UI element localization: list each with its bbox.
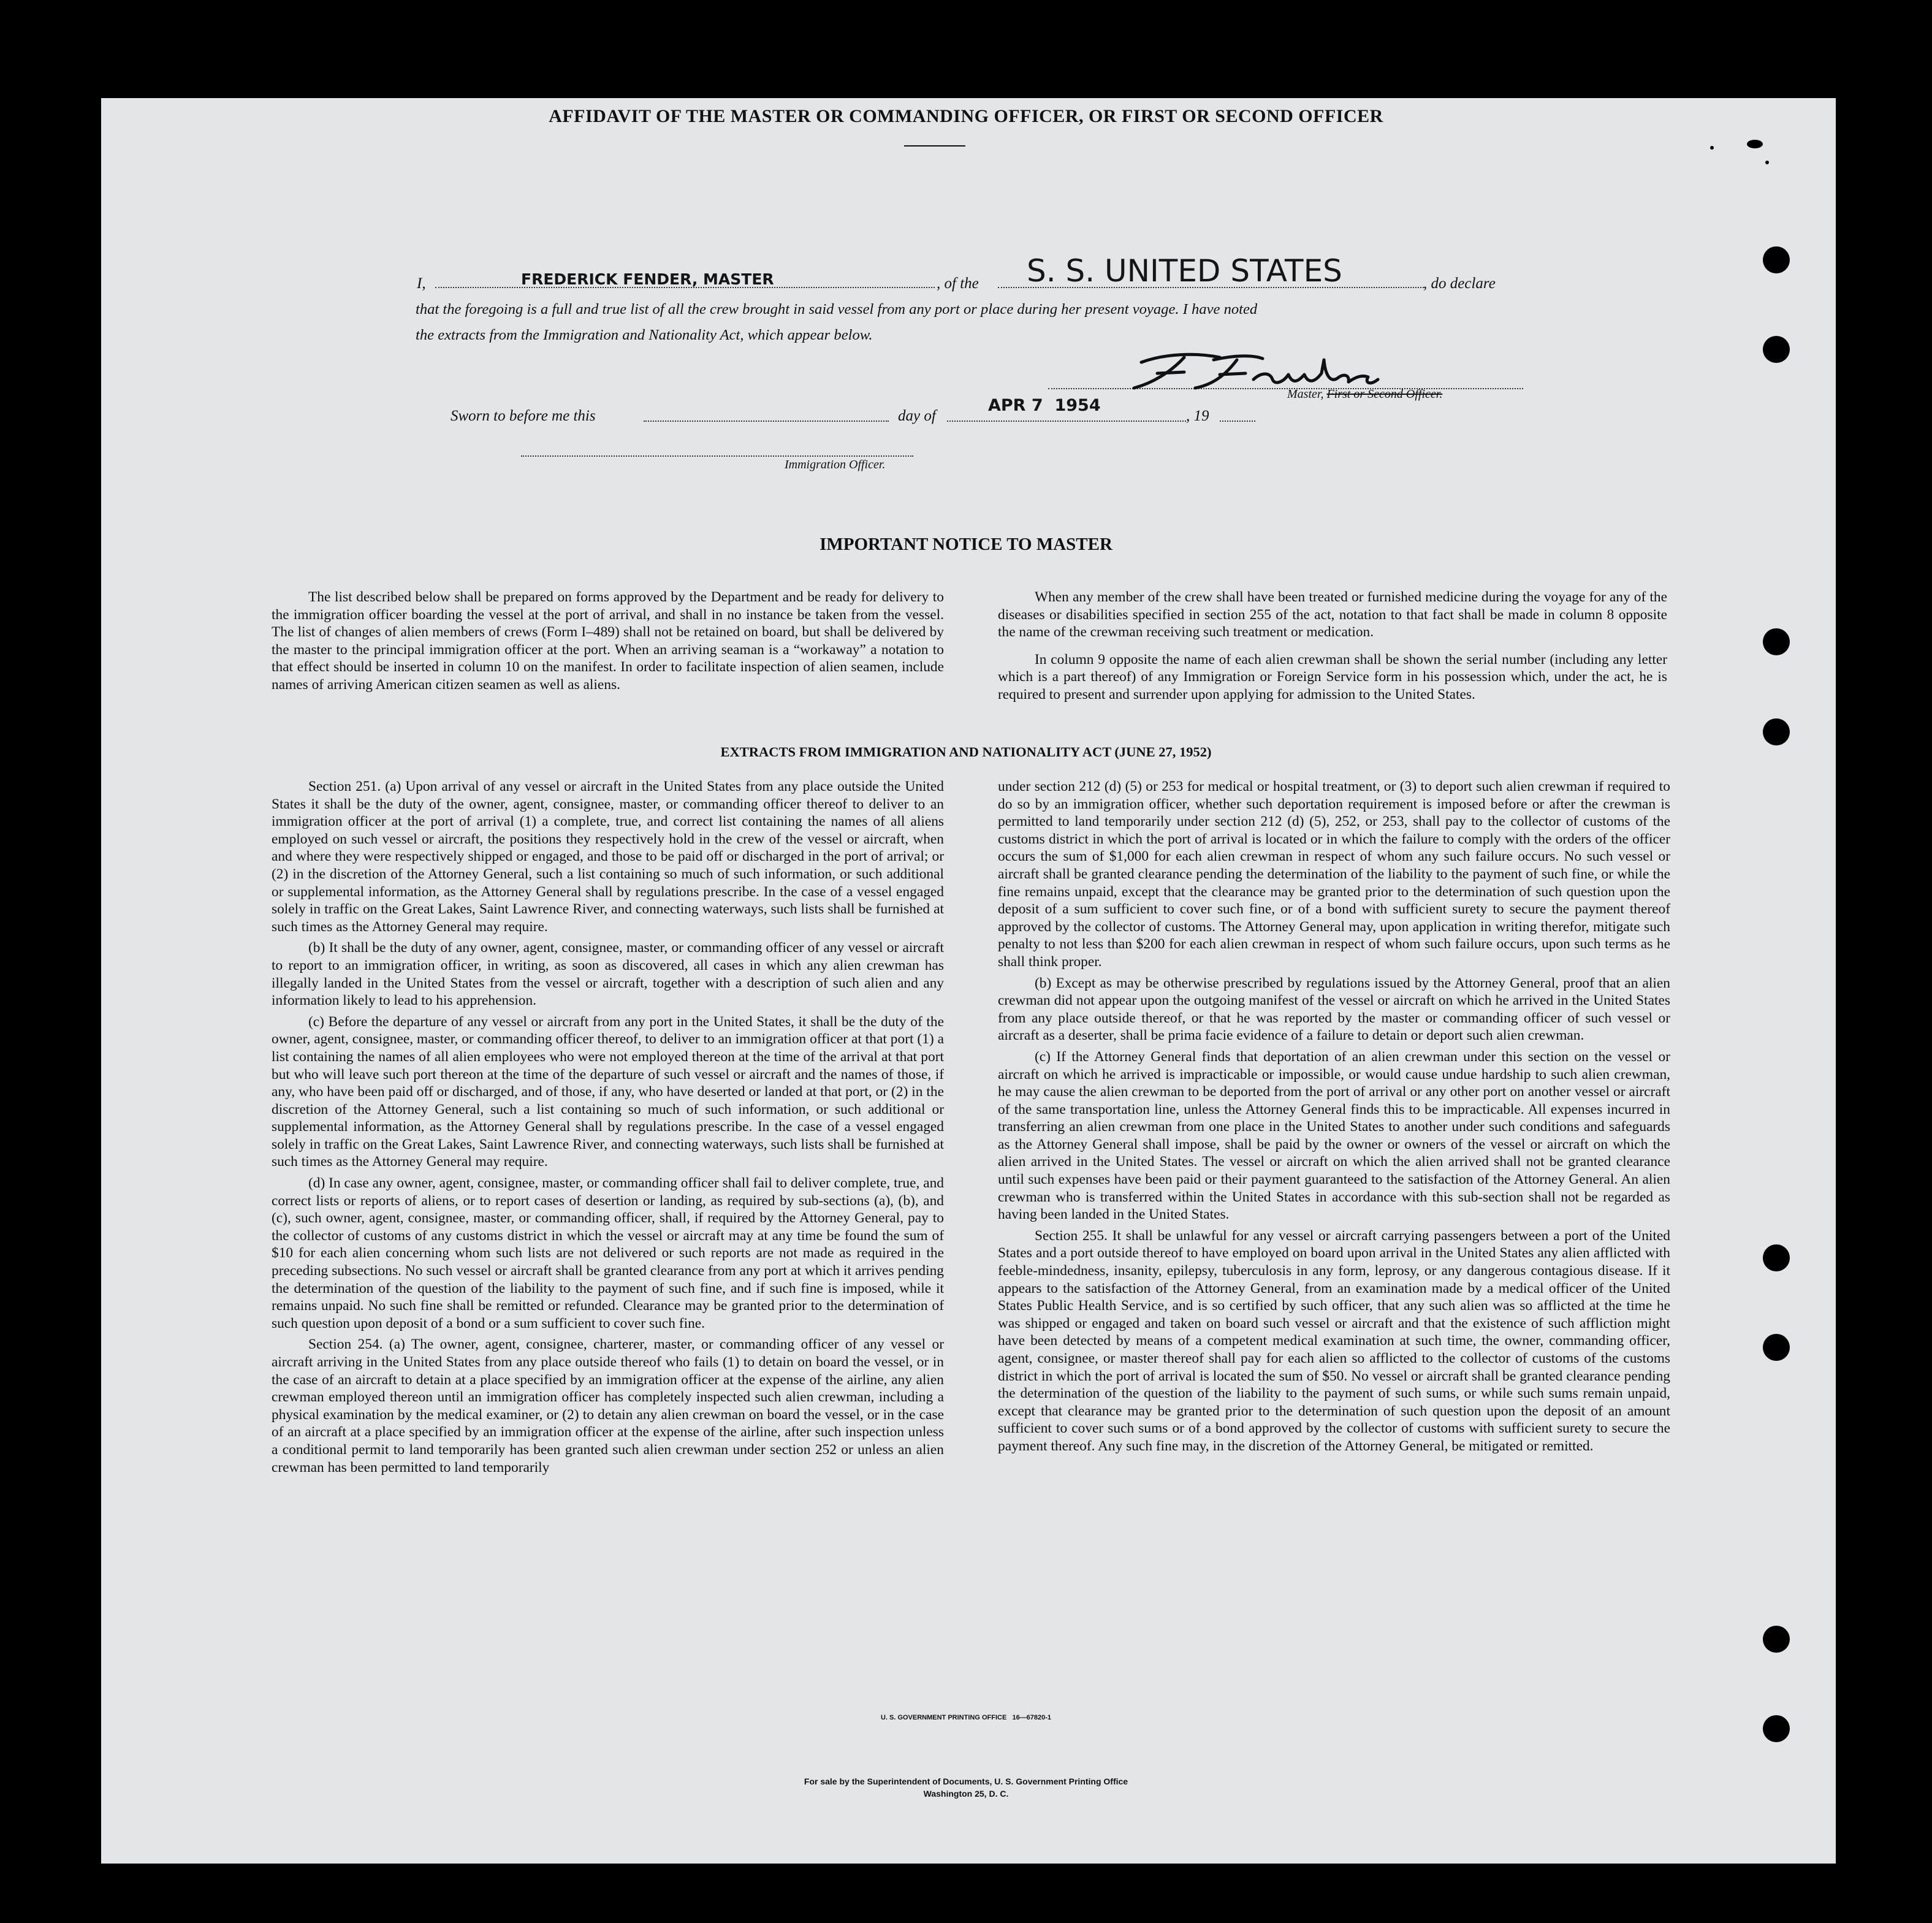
title-rule	[904, 145, 965, 147]
section-254b: (b) Except as may be otherwise prescribed by regulations issued by the Attorney General, proof that an alien crewman did not appear upon the outgoing manifest of the vessel or aircraft on which he arrived in the United States from any place outside thereof, or that he was reported by the master or commanding officer of such vessel or aircraft as a deserter, shall be prima facie evidence of a failure to detain or deport such alien crewman.	[998, 975, 1670, 1044]
section-251d: (d) In case any owner, agent, consignee, master, or commanding officer shall fail to deliver complete, true, and correct lists or reports of aliens, or to report cases of desertion or landing, as required by sub-sections (a), (b), and (c), such owner, agent, consignee, master, or commanding officer, shall, if required by the Attorney General, pay to the collector of customs of any customs district in which the vessel or aircraft may at any time be found the sum of $10 for each alien concerning whom such lists are not delivered or such reports are not made as required in the preceding subsections. No such vessel or aircraft shall be granted clearance from any port at which it arrives pending the determination of the question of the liability to the payment of such fine, and if such fine is imposed, while it remains unpaid. No such fine shall be remitted or refunded. Clearance may be granted prior to the determination of such question upon deposit of a bond or a sum sufficient to cover such fine.	[272, 1175, 944, 1331]
caption-struck-officer: First or Second Officer.	[1326, 387, 1443, 401]
do-declare-label: , do declare	[1423, 275, 1496, 292]
section-251a: Section 251. (a) Upon arrival of any vessel or aircraft in the United States from any place outside the United States it shall be the duty of the owner, agent, consignee, master, or commanding officer thereof to deliver to an immigration officer at the port of arrival (1) a complete, true, and correct list containing the names of all aliens employed on such vessel or aircraft, the positions they respectively hold in the crew of the vessel or aircraft, when and where they were respectively shipped or engaged, and those to be paid off or discharged in the port of arrival; or (2) in the discretion of the Attorney General, such a list containing so much of such information, or such additional or supplemental information, as the Attorney General shall by regulations prescribe. In the case of a vessel engaged solely in traffic on the Great Lakes, Saint Lawrence River, and connecting waterways, such lists shall be furnished at such times as the Attorney General may require.	[272, 779, 944, 935]
statement-line-1: that the foregoing is a full and true list of all the crew brought in said vessel from any port or place during her present voyage. I have noted	[416, 301, 1258, 318]
immigration-officer-line	[521, 455, 913, 457]
extracts-left-column	[272, 778, 944, 1476]
section-255: Section 255. It shall be unlawful for any vessel or aircraft carrying passengers between a port of the United States and a port outside thereof to have employed on board upon arrival in the United States any alien afflicted with feeble-mindedness, insanity, epilepsy, tuberculosis in any form, leprosy, or any dangerous contagious disease. If it appears to the satisfaction of the Attorney General, from an examination made by a medical officer of the United States Public Health Service, and is so certified by such officer, that any such alien was so afflicted at the time he was shipped or engaged and taken on board such vessel or aircraft and that the existence of such affliction might have been detected by means of a competent medical examination at such time, the owner, commanding officer, agent, consignee, or master thereof shall pay for each alien so afflicted to the collector of customs of the customs district in which the port of arrival is located the sum of $50. No vessel or aircraft shall be granted clearance pending the determination of the question of the liability to the payment of such sums, or while such sums remain unpaid, except that clearance may be granted prior to the determination of such question upon the deposit of an amount sufficient to cover such sums or of a bond approved by the collector of customs with sufficient surety to secure the payment thereof. Any such fine may, in the discretion of the Attorney General, be mitigated or remitted.	[998, 1227, 1670, 1454]
affidavit-title: AFFIDAVIT OF THE MASTER OR COMMANDING OFFICER, OR FIRST OR SECOND OFFICER	[549, 106, 1383, 126]
immigration-officer-caption: Immigration Officer.	[785, 458, 886, 471]
extracts-right-column	[998, 778, 1670, 1455]
date-stamp: APR 7 1954	[988, 396, 1101, 415]
affiant-prefix: I,	[417, 275, 426, 292]
vessel-name: S. S. UNITED STATES	[1027, 253, 1342, 289]
notice-paragraph: In column 9 opposite the name of each alien crewman shall be shown the serial number (including any letter which is a part thereof) of any Immigration or Foreign Service form in his possession which, under the act, he is required to present and surrender upon applying for admission to the United States.	[998, 651, 1667, 703]
sale-notice-line-1: For sale by the Superintendent of Documents, U. S. Government Printing Office	[804, 1776, 1128, 1786]
section-254c: (c) If the Attorney General finds that deportation of an alien crewman under this section on the vessel or aircraft on which he arrived is impracticable or impossible, or would cause undue hardship to such alien crewman, he may cause the alien crewman to be deported from the port of arrival or any other port on another vessel or aircraft of the same transportation line, unless the Attorney General finds this to be impracticable. All expenses incurred in transferring an alien crewman from one place in the United States to another under such conditions and safeguards as the Attorney General shall impose, shall be paid by the owner or owners of the vessel or aircraft on which the alien arrived in the United States. The vessel or aircraft on which the alien arrived shall not be granted clearance until such expenses have been paid or their payment guaranteed to the satisfaction of the Attorney General. An alien crewman who is transferred within the United States in accordance with this sub-section shall not be regarded as having been landed in the United States.	[998, 1048, 1670, 1223]
day-of-label: day of	[898, 408, 936, 424]
binder-hole	[1763, 628, 1790, 655]
binder-hole	[1763, 246, 1790, 273]
year-line	[1220, 421, 1255, 422]
affiant-name: FREDERICK FENDER, MASTER	[521, 270, 774, 288]
speck	[1710, 146, 1714, 150]
binder-hole	[1763, 336, 1790, 363]
of-the-label: , of the	[937, 275, 979, 292]
sale-notice-line-2: Washington 25, D. C.	[923, 1789, 1009, 1799]
caption-master: Master,	[1287, 387, 1324, 401]
notice-paragraph: When any member of the crew shall have been treated or furnished medicine during the voyage for any of the diseases or disabilities specified in section 255 of the act, notation to that fact shall be made in column 8 opposite the name of the crewman receiving such treatment or medication.	[998, 589, 1667, 641]
speck	[1765, 161, 1769, 164]
notice-heading: IMPORTANT NOTICE TO MASTER	[820, 535, 1112, 554]
signature-caption	[1287, 387, 1442, 402]
statement-line-2: the extracts from the Immigration and Nationality Act, which appear below.	[416, 327, 873, 343]
section-254a-continued: under section 212 (d) (5) or 253 for medical or hospital treatment, or (3) to deport such alien crewman if required to do so by an immigration officer, whether such deportation requirement is imposed before or after the crewman is permitted to land temporarily under section 212 (d) (5), 252, or 253, shall pay to the collector of customs of the customs district in which the port of arrival is located or in which the failure to comply with the orders of the officer occurs the sum of $1,000 for each alien crewman in respect of whom any such failure occurs. No such vessel or aircraft shall be granted clearance pending the determination of the liability to the payment of such fine, or while the fine remains unpaid, except that the clearance may be granted prior to the determination of such question upon the deposit of a sum sufficient to cover such fine, or of a bond with sufficient surety to secure the payment thereof approved by the collector of customs. The Attorney General may, upon application in writing therefor, mitigate such penalty to not less than $200 for each alien crewman in respect of whom such failure occurs, upon such terms as he shall think proper.	[998, 779, 1670, 970]
binder-hole	[1763, 718, 1790, 745]
month-line	[947, 421, 1186, 422]
binder-hole	[1763, 1334, 1790, 1361]
binder-hole	[1763, 1244, 1790, 1271]
section-251b: (b) It shall be the duty of any owner, agent, consignee, master, or commanding officer of any vessel or aircraft to report to an immigration officer, in writing, as soon as discovered, all cases in which any alien crewman has illegally landed in the United States from the vessel or aircraft, together with a description of such alien and any information likely to lead to his apprehension.	[272, 940, 944, 1009]
notice-left-column	[272, 588, 944, 694]
sworn-day-line	[644, 421, 889, 422]
section-251c: (c) Before the departure of any vessel or aircraft from any port in the United States, it shall be the duty of the owner, agent, consignee, master, or commanding officer thereof, to deliver to an immigration officer at that port (1) a list containing the names of all alien employees who were not employed thereon at the time of the arrival at that port but who will leave such port thereon at the time of the departure of such vessel or aircraft and the names of those, if any, who have been paid off or discharged, and of those, if any, who have deserted or landed at that port, or (2) in the discretion of the Attorney General, such a list containing so much of such information, or such additional or supplemental information, as the Attorney General shall by regulations prescribe. In the case of a vessel engaged solely in traffic on the Great Lakes, Saint Lawrence River, and connecting waterways, such lists shall be furnished at such times as the Attorney General may require.	[272, 1013, 944, 1170]
notice-right-column	[998, 588, 1667, 704]
sworn-label: Sworn to before me this	[451, 408, 596, 424]
extracts-heading: EXTRACTS FROM IMMIGRATION AND NATIONALITY ACT (JUNE 27, 1952)	[720, 744, 1212, 760]
section-254a: Section 254. (a) The owner, agent, consignee, charterer, master, or commanding officer of any vessel or aircraft arriving in the United States from any place outside thereof who fails (1) to detain on board the vessel, or in the case of an aircraft to detain at a place specified by an immigration officer at the expense of the airline, any alien crewman employed thereon until an immigration officer has completely inspected such alien crewman, including a physical examination by the medical examiner, or (2) to detain any alien crewman on board the vessel, or in the case of an aircraft at a place specified by an immigration officer at the expense of the airline, after such inspection unless a conditional permit to land temporarily has been granted such alien crewman under section 252 or unless an alien crewman has been permitted to land temporarily	[272, 1336, 944, 1476]
binder-hole	[1763, 1626, 1790, 1653]
notice-paragraph: The list described below shall be prepared on forms approved by the Department and be ready for delivery to the immigration officer boarding the vessel at the port of arrival, and shall in no instance be taken from the vessel. The list of changes of alien members of crews (Form I–489) shall not be retained on board, but shall be delivered by the master to the principal immigration officer at the port. When an arriving seaman is a “workaway” a notation to that effect should be inserted in column 10 on the manifest. In order to facilitate inspection of alien seamen, include names of arriving American citizen seamen as well as aliens.	[272, 589, 944, 693]
torn-corner-mark	[1747, 140, 1763, 148]
printing-office-code: U. S. GOVERNMENT PRINTING OFFICE 16—67820-1	[880, 1714, 1052, 1721]
year-label: , 19	[1186, 408, 1209, 424]
